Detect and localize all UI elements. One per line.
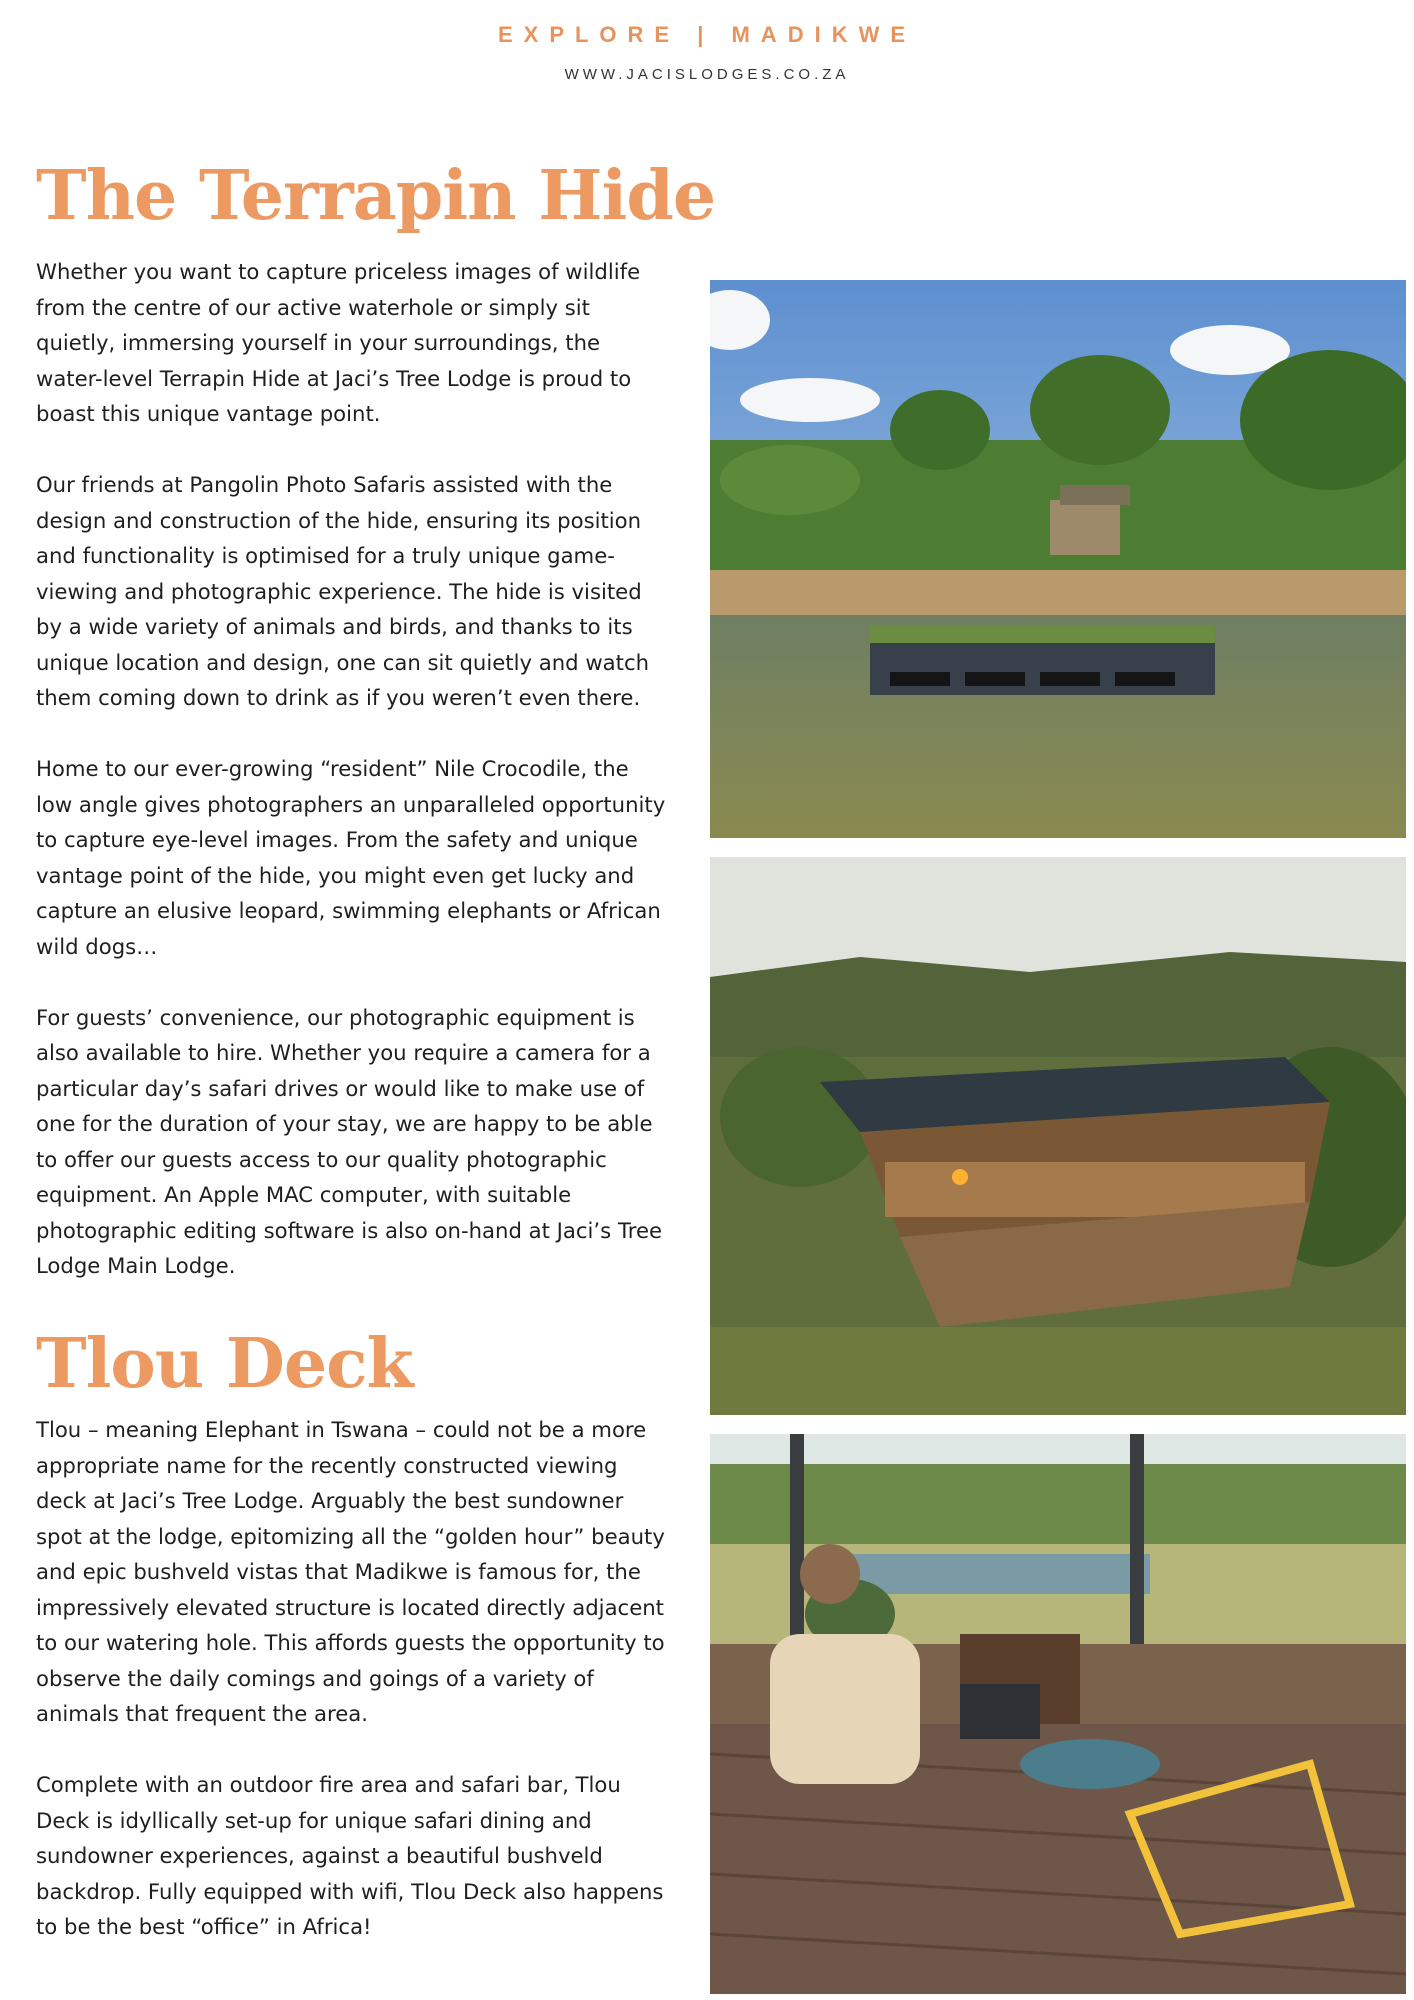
page-kicker: EXPLORE | MADIKWE: [497, 22, 917, 47]
tlou-deck-aerial-photo: [710, 857, 1406, 1415]
tlou-deck-body: [36, 1412, 666, 1980]
body-paragraph: For guests’ convenience, our photographic equipment is also available to hire. Whether you require a camera for a particular day’s safari drives or would like to make use of one for the duration of your stay, we are happy to be able to offer our guests access to our quality photographic equipment. An Apple MAC computer, with suitable photographic editing software is also on-hand at Jaci’s Tree Lodge Main Lodge.: [36, 1004, 663, 1278]
body-paragraph: Home to our ever-growing “resident” Nile Crocodile, the low angle gives photographers an unparalleled opportunity to capture eye-level images. From the safety and unique vantage point of the hide, you might even get lucky and capture an elusive leopard, swimming elephants or African wild dogs…: [36, 756, 666, 959]
body-paragraph: Tlou – meaning Elephant in Tswana – could not be a more appropriate name for the recently constructed viewing deck at Jaci’s Tree Lodge. Arguably the best sundowner spot at the lodge, epitomizing all the “golden hour” beauty and epic bushveld vistas that Madikwe is famous for, the impressively elevated structure is located directly adjacent to our watering hole. This affords guests the opportunity to observe the daily comings and goings of a variety of animals that frequent the area.: [36, 1417, 665, 1726]
tlou-deck-heading: Tlou Deck: [36, 1324, 413, 1404]
body-paragraph: Whether you want to capture priceless images of wildlife from the centre of our active waterhole or simply sit quietly, immersing yourself in your surroundings, the water-level Terrapin Hide at Jaci’s Tree Lodge is proud to boast this unique vantage point.: [36, 259, 641, 426]
terrapin-hide-photo: [710, 280, 1406, 838]
terrapin-hide-body: [36, 254, 666, 1319]
tlou-deck-office-photo: [710, 1434, 1406, 1994]
terrapin-hide-heading: The Terrapin Hide: [36, 156, 716, 236]
body-paragraph: Complete with an outdoor fire area and safari bar, Tlou Deck is idyllically set-up for unique safari dining and sundowner experiences, against a beautiful bushveld backdrop. Fully equipped with wifi, Tlou Deck also happens to be the best “office” in Africa!: [36, 1772, 664, 1939]
website-url: WWW.JACISLODGES.CO.ZA: [564, 66, 850, 83]
body-paragraph: Our friends at Pangolin Photo Safaris assisted with the design and construction of the hide, ensuring its position and functionality is optimised for a truly unique game-viewing and photographic experience. The hide is visited by a wide variety of animals and birds, and thanks to its unique location and design, one can sit quietly and watch them coming down to drink as if you weren’t even there.: [36, 472, 650, 710]
